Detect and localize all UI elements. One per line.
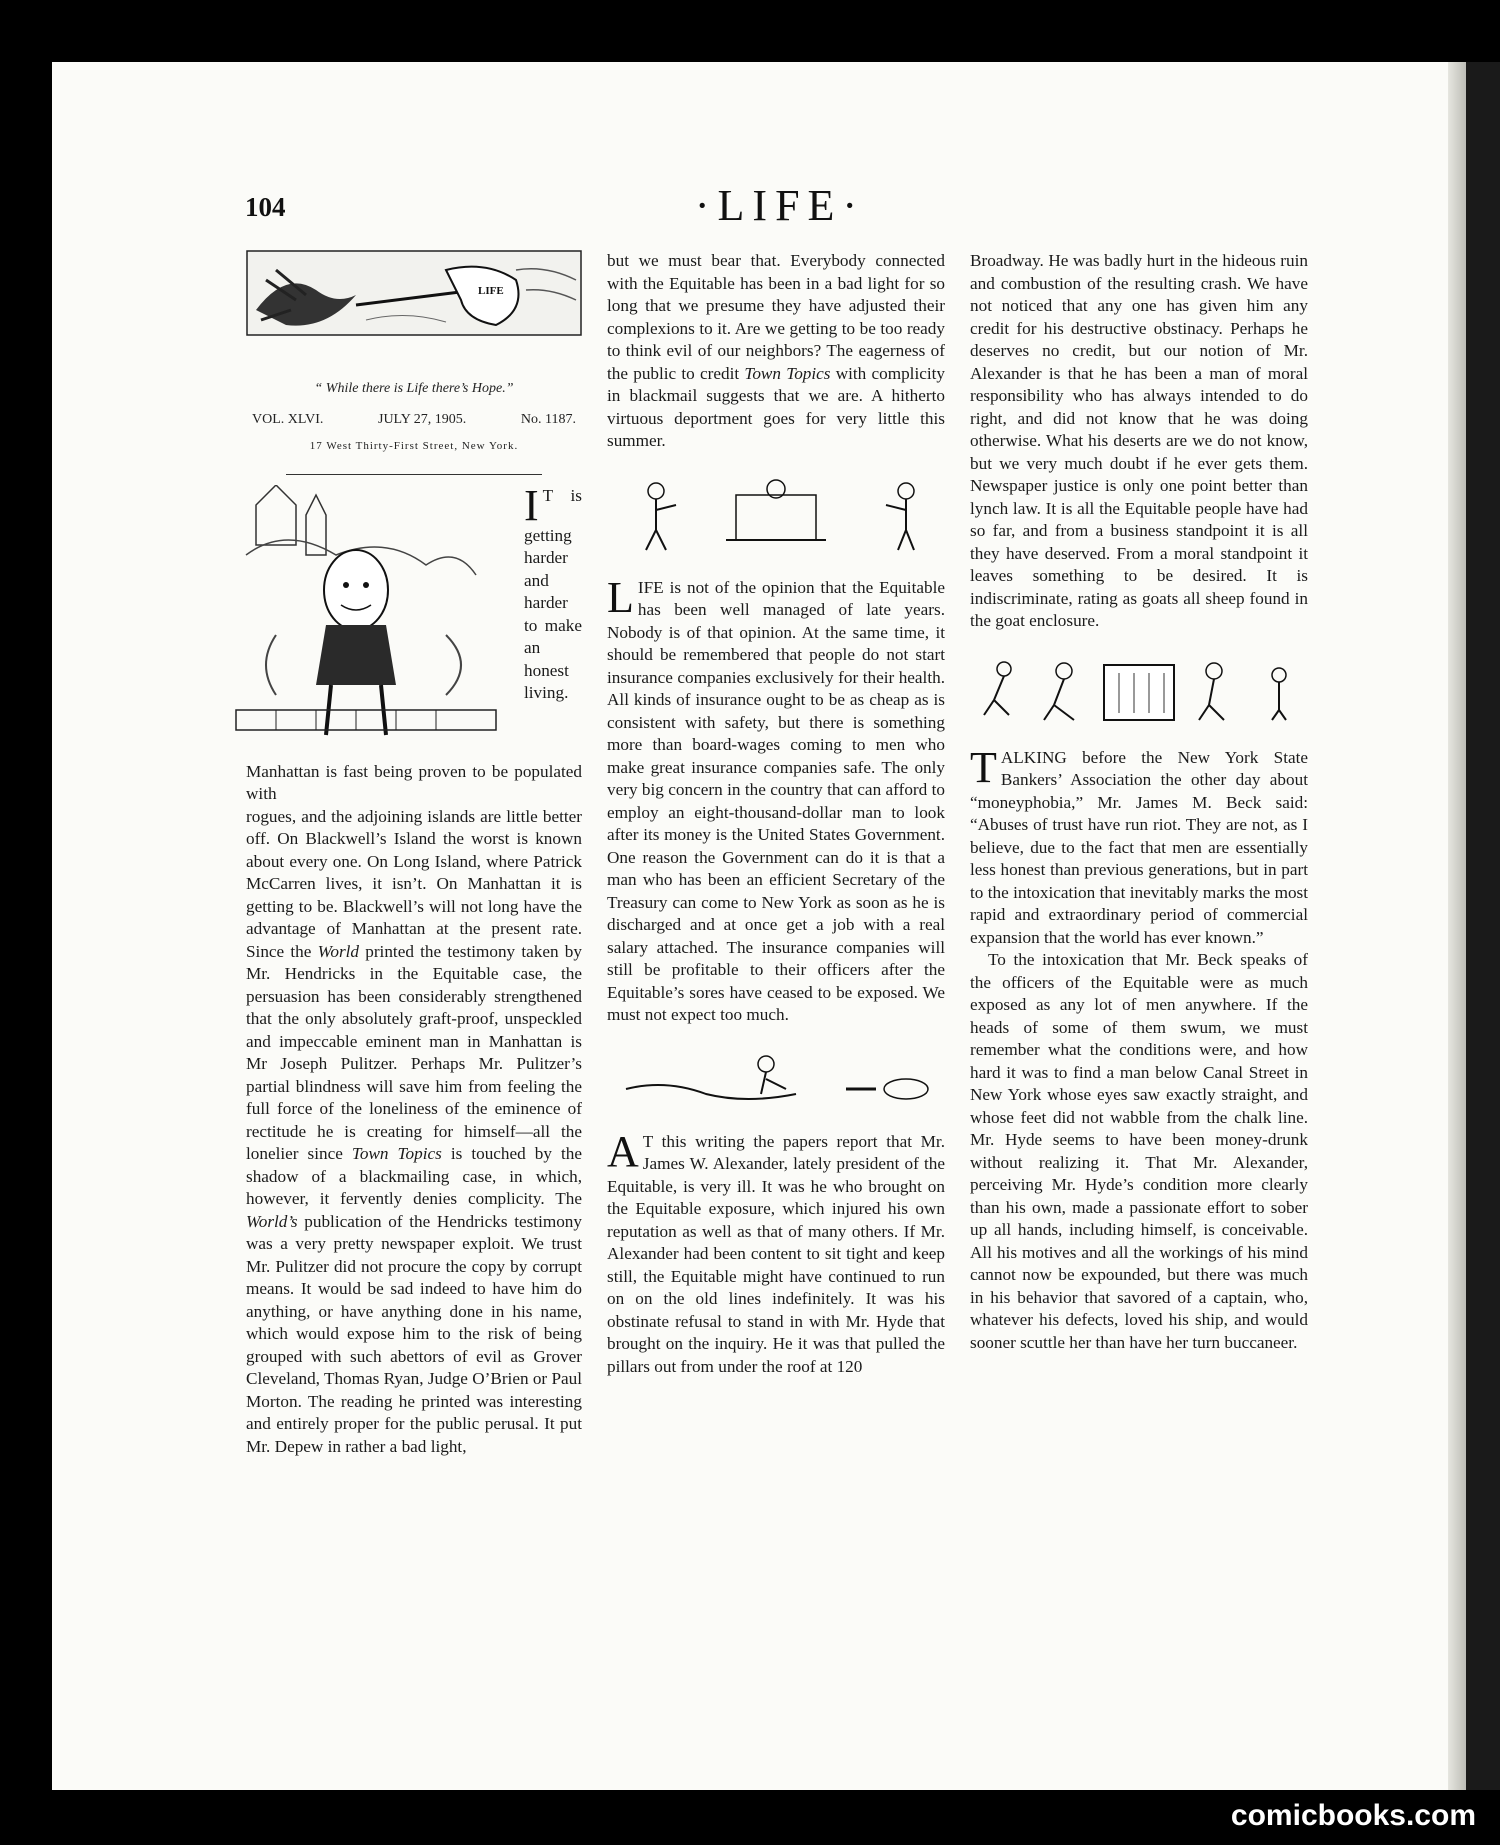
- drop-cap-i: I: [524, 480, 539, 530]
- header-illustration: [246, 250, 582, 368]
- drop-cap-t: T: [970, 742, 997, 792]
- article-1-text-a: rogues, and the adjoining islands are little better off. On Blackwell’s Island the worst is known about every one. On Long Island, where Patrick McCarren lives, it isn’t. On Manhattan it is getting to be. Blackwell’s will not long have the advantage of Manhattan at the present rate. Since the: [246, 806, 582, 961]
- article-3: [607, 1126, 945, 1379]
- office-scene-illustration: [616, 475, 936, 555]
- town-topics-title-2: Town Topics: [744, 363, 831, 383]
- drop-cap-l: L: [607, 572, 634, 622]
- article-1-text-b: printed the testimony taken by Mr. Hendricks in the Equitable case, the persuasion has been considerably strengthened that the only absolutely graft-proof, unspeckled and impeccable eminent man in Manhattan is Mr Joseph Pulitzer. Perhaps Mr. Pulitzer’s partial blindness will save him from feeling the full force of the loneliness of the eminence of rectitude he is creating for himself—all the lonelier since: [246, 941, 582, 1163]
- world-title: World: [317, 941, 360, 961]
- facing-page-strip: [1448, 62, 1466, 1790]
- page-number: 104: [245, 192, 286, 222]
- tumble-scene-illustration: [616, 1049, 936, 1109]
- article-3-text: T this writing the papers report that Mr. James W. Alexander, lately president of the Equitable, is very ill. It was he who brought on the Equitable exposure, which injured his own reputation as well as that of many others. If Mr. Alexander had been content to sit tight and keep still, the Equitable might have continued to run on on the old lines indefinitely. It was his obstinate refusal to stand in with Mr. Hyde that brought on the inquiry. He it was that pulled the pillars out from under the roof at 120: [607, 1131, 945, 1376]
- article-2-text: IFE is not of the opinion that the Equitable has been well managed of late years. Nobody is of that opinion. At the same time, it should be remembered that people do not start insurance companies exclusively for their health. All kinds of insurance ought to be as cheap as is consistent with safety, but there is something more than board-wages coming to men who make great insurance companies safe. The only very big concern in the country that can afford to employ an eight-thousand-dollar man to look after its money is the United States Government. One reason the Government can do it is that a man who has been an efficient Secretary of the Treasury can come to New York as soon as he is discharged and at once get a job with a real salary attached. The insurance companies will still be profitable to their officers after the Equitable’s sores have ceased to be exposed. We must not expect too much.: [607, 577, 945, 1024]
- article-2: [607, 572, 945, 1027]
- town-topics-title: Town Topics: [351, 1144, 442, 1163]
- divider: [286, 474, 542, 475]
- issue-number: No. 1187.: [520, 411, 576, 427]
- article-1-cont-a: but we must bear that. Everybody connected with the Equitable has been in a bad light for so long that we presume they have adjusted their complexions to it. Are we getting to be too ready to think evil of our neighbors? The eagerness of the public to credit: [607, 251, 945, 383]
- article-3-continued: Broadway. He was badly hurt in the hideous ruin and combustion of the resulting crash. We have not noticed that any one has given him any credit for his destructive obstinacy. Perhaps he deserves no credit, but our notion of Mr. Alexander is that he has been a man of moral responsibility who has always intended to do right, and did not know that he was doing otherwise. What his deserts are we do not know, but we very much doubt if he ever gets them. Newspaper justice is only one point better than lynch law. It is all the Equitable people have had so far, and from a business standpoint it is all they have deserved. From a moral standpoint it leaves something to be desired. It is indiscriminate, rating as goats all sheep found in the goat enclosure.: [970, 251, 1308, 630]
- watermark: comicbooks.com: [1230, 1799, 1476, 1832]
- article-4: [970, 742, 1308, 950]
- article-1-text-c: is touched by the shadow of a blackmailing case, in which, however, it fervently denies complicity. The: [246, 1144, 582, 1208]
- article-1-cont-b: with complicity in blackmail suggests that we are. A hitherto virtuous deportment goes for very little this summer.: [607, 363, 945, 450]
- article-1: [246, 480, 583, 1459]
- article-4-continued: To the intoxication that Mr. Beck speaks of the officers of the Equitable were as much exposed as any lot of men anywhere. If the heads of some of them swum, we must remember what the conditions were, and how hard it was to find a man below Canal Street in New York whose eyes saw exactly straight, and whose feet did not wabble from the chalk line. Mr. Hyde seems to have been money-drunk without realizing it. That Mr. Alexander, perceiving Mr. Hyde’s condition more clearly than his own, made a passionate effort to sober up all hands, including himself, is conceivable. All his motives and all the workings of his mind cannot now be expounded, but there was much in his behavior that savored of a captain, who, whatever his defects, loved his ship, and would sooner scuttle her than have her turn buccaneer.: [970, 950, 1308, 1352]
- issue-date: JULY 27, 1905.: [378, 411, 467, 427]
- article-1-body: [246, 806, 582, 1459]
- humpty-dumpty-illustration: [216, 485, 516, 757]
- article-4-text: ALKING before the New York State Bankers’ Association the other day about “moneyphobia,” Mr. James M. Beck said: “Abuses of trust have run riot. They are not, as I believe, due to the fact that men are essentially less honest than previous generations, but in part to the intoxication that inevitably marks the most rapid and extraordinary period of commercial expansion that the world has ever known.”: [970, 747, 1308, 947]
- column-3: [970, 250, 1308, 1354]
- article-1-lead-text: T is getting harder and harder to make an honest living. Manhattan is fast being proven to be populated with: [246, 485, 582, 803]
- column-2: [607, 250, 945, 1378]
- column-1: [246, 250, 582, 1458]
- volume-line: [252, 409, 576, 432]
- masthead-title: ·LIFE·: [694, 181, 866, 230]
- article-1-continued: [607, 250, 945, 453]
- article-1-text-d: publication of the Hendricks testimony was a very pretty newspaper exploit. We trust Mr. Pulitzer did not procure the copy by corrupt means. It would be sad indeed to have him do anything, or have anything done in his name, which would expose him to the risk of being grouped with such abettors of evil as Grover Cleveland, Thomas Ryan, Judge O’Brien or Paul Morton. The reading he printed was interesting and entirely proper for the public perusal. It put Mr. Depew in rather a bad light,: [246, 1211, 583, 1456]
- motto: “ While there is Life there’s Hope.”: [314, 381, 514, 396]
- svg-text:LIFE: LIFE: [478, 285, 504, 297]
- worlds-title: World’s: [246, 1211, 298, 1231]
- volume: VOL. XLVI.: [252, 411, 324, 427]
- safe-scene-illustration: [974, 655, 1304, 725]
- facing-page-edge: [1448, 62, 1500, 1790]
- drop-cap-a: A: [607, 1126, 639, 1176]
- address: 17 West Thirty-First Street, New York.: [309, 440, 519, 452]
